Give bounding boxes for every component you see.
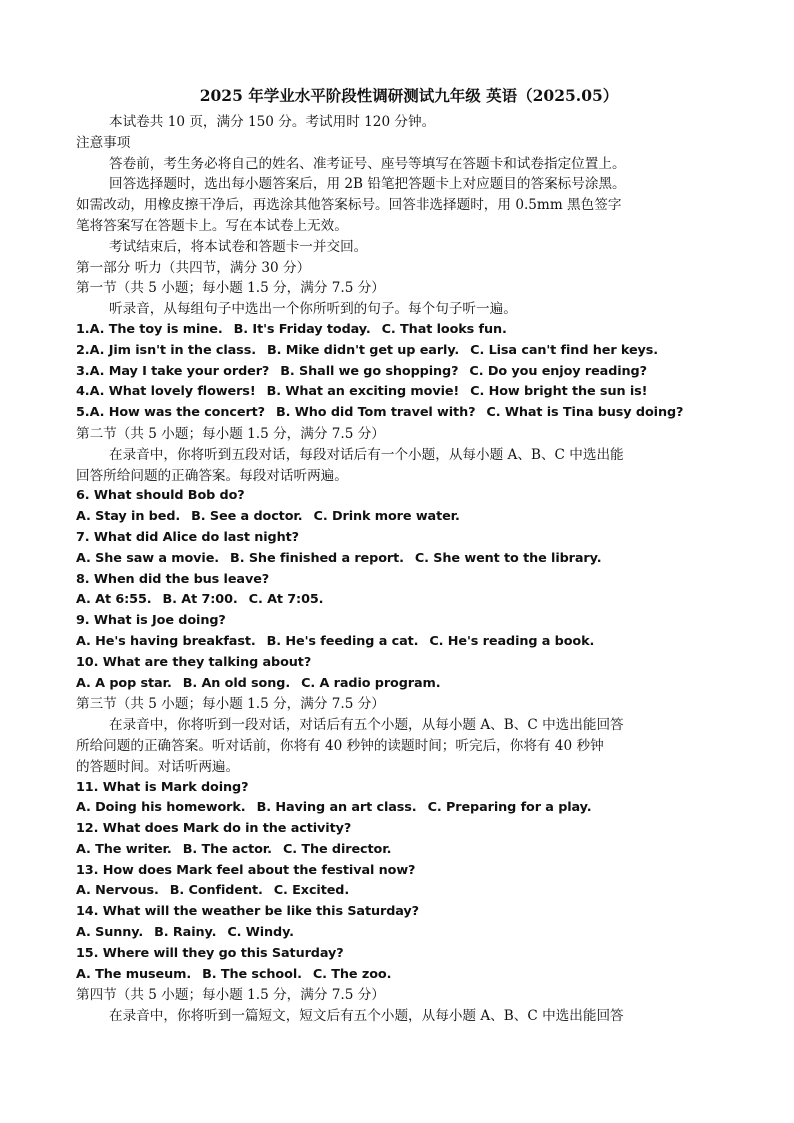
answer-option: B. Who did Tom travel with? <box>276 405 476 421</box>
options-row <box>76 798 724 819</box>
answer-option: B. She finished a report. <box>230 550 404 566</box>
section-heading: 第二节（共 5 小题；每小题 1.5 分，满分 7.5 分） <box>76 425 385 442</box>
answer-option: B. Shall we go shopping? <box>280 363 459 379</box>
exam-page <box>76 84 724 1027</box>
answer-option: B. The school. <box>202 966 302 982</box>
answer-option: 2.A. Jim isn't in the class. <box>76 342 256 358</box>
answer-option: B. An old song. <box>182 675 291 691</box>
notice-line: 回答选择题时，选出每小题答案后，用 2B 铅笔把答题卡上对应题目的答案标号涂黑。 <box>109 176 626 193</box>
answer-option: C. What is Tina busy doing? <box>486 405 684 421</box>
options-row <box>76 674 724 695</box>
options-row <box>76 840 724 861</box>
answer-option: C. That looks fun. <box>381 321 507 337</box>
options-row <box>76 341 724 362</box>
options-row <box>76 965 724 986</box>
section-instructions: 在录音中，你将听到一篇短文，短文后有五个小题，从每小题 A、B、C 中选出能回答 <box>109 1008 624 1025</box>
answer-option: A. The writer. <box>76 841 172 857</box>
exam-title: 2025 年学业水平阶段性调研测试九年级 英语（2025.05） <box>199 86 619 105</box>
section-heading: 第三节（共 5 小题；每小题 1.5 分，满分 7.5 分） <box>76 696 385 713</box>
answer-option: 3.A. May I take your order? <box>76 363 270 379</box>
question-stem: 11. What is Mark doing? <box>76 779 249 795</box>
question-stem: 7. What did Alice do last night? <box>76 529 299 545</box>
answer-option: B. Confident. <box>169 883 263 899</box>
answer-option: A. He's having breakfast. <box>76 633 256 649</box>
question-stem: 8. When did the bus leave? <box>76 571 270 587</box>
question-stem: 6. What should Bob do? <box>76 488 245 504</box>
answer-option: A. At 6:55. <box>76 592 152 608</box>
options-row <box>76 362 724 383</box>
answer-option: B. It's Friday today. <box>233 321 371 337</box>
notice-line: 如需改动，用橡皮擦干净后，再选涂其他答案标号。回答非选择题时，用 0.5mm 黑色签字 <box>76 197 622 214</box>
answer-option: B. He's feeding a cat. <box>266 633 419 649</box>
section-instructions: 回答所给问题的正确答案。每段对话听两遍。 <box>76 467 348 484</box>
answer-option: 5.A. How was the concert? <box>76 405 265 421</box>
answer-option: C. Windy. <box>227 925 294 941</box>
answer-option: 4.A. What lovely flowers! <box>76 384 256 400</box>
answer-option: C. She went to the library. <box>414 550 602 566</box>
notice-line: 考试结束后，将本试卷和答题卡一并交回。 <box>109 238 368 255</box>
notice-line: 笔将答案写在答题卡上。写在本试卷上无效。 <box>76 217 348 234</box>
part-heading: 第一部分 听力（共四节，满分 30 分） <box>76 259 311 276</box>
answer-option: A. Sunny. <box>76 925 144 941</box>
options-row <box>76 403 724 424</box>
section <box>76 424 724 694</box>
answer-option: C. How bright the sun is! <box>470 384 648 400</box>
options-row <box>76 507 724 528</box>
question-stem: 12. What does Mark do in the activity? <box>76 821 352 837</box>
question-stem: 10. What are they talking about? <box>76 654 312 670</box>
answer-option: A. The museum. <box>76 966 192 982</box>
answer-option: B. What an exciting movie! <box>266 384 460 400</box>
answer-option: C. Excited. <box>273 883 350 899</box>
section-heading: 第四节（共 5 小题；每小题 1.5 分，满分 7.5 分） <box>76 987 385 1004</box>
listening-sections <box>76 278 724 1027</box>
answer-option: C. Lisa can't find her keys. <box>470 342 659 358</box>
section <box>76 278 724 424</box>
answer-option: B. Mike didn't get up early. <box>266 342 460 358</box>
section-instructions: 在录音中，你将听到一段对话，对话后有五个小题，从每小题 A、B、C 中选出能回答 <box>109 717 624 734</box>
options-row <box>76 549 724 570</box>
answer-option: A. A pop star. <box>76 675 172 691</box>
question-stem: 15. Where will they go this Saturday? <box>76 945 344 961</box>
answer-option: B. The actor. <box>182 841 272 857</box>
answer-option: A. Stay in bed. <box>76 509 181 525</box>
section-heading: 第一节（共 5 小题；每小题 1.5 分，满分 7.5 分） <box>76 280 385 297</box>
answer-option: B. See a doctor. <box>191 509 303 525</box>
answer-option: B. At 7:00. <box>162 592 238 608</box>
intro-line: 本试卷共 10 页，满分 150 分。考试用时 120 分钟。 <box>109 114 436 130</box>
notice-heading: 注意事项 <box>76 134 131 151</box>
answer-option: C. Preparing for a play. <box>427 800 592 816</box>
section <box>76 694 724 985</box>
answer-option: A. Doing his homework. <box>76 800 246 816</box>
question-stem: 14. What will the weather be like this Saturday? <box>76 904 419 920</box>
answer-option: C. The zoo. <box>312 966 392 982</box>
section-instructions: 听录音，从每组句子中选出一个你所听到的句子。每个句子听一遍。 <box>109 301 517 318</box>
options-row <box>76 382 724 403</box>
options-row <box>76 923 724 944</box>
answer-option: B. Rainy. <box>154 925 217 941</box>
answer-option: C. Do you enjoy reading? <box>469 363 647 379</box>
question-stem: 13. How does Mark feel about the festival now? <box>76 862 416 878</box>
question-stem: 9. What is Joe doing? <box>76 613 226 629</box>
answer-option: A. Nervous. <box>76 883 159 899</box>
answer-option: B. Having an art class. <box>256 800 417 816</box>
notice-line: 答卷前，考生务必将自己的姓名、准考证号、座号等填写在答题卡和试卷指定位置上。 <box>109 155 626 172</box>
answer-option: C. Drink more water. <box>313 509 460 525</box>
options-row <box>76 881 724 902</box>
answer-option: C. A radio program. <box>301 675 441 691</box>
answer-option: C. The director. <box>282 841 392 857</box>
answer-option: C. He's reading a book. <box>429 633 595 649</box>
section-instructions: 的答题时间。对话听两遍。 <box>76 758 240 775</box>
answer-option: 1.A. The toy is mine. <box>76 321 223 337</box>
section <box>76 985 724 1027</box>
answer-option: C. At 7:05. <box>248 592 324 608</box>
options-row <box>76 632 724 653</box>
section-instructions: 所给问题的正确答案。听对话前，你将有 40 秒钟的读题时间；听完后，你将有 40 秒钟 <box>76 737 604 754</box>
answer-option: A. She saw a movie. <box>76 550 220 566</box>
options-row <box>76 590 724 611</box>
options-row <box>76 320 724 341</box>
section-instructions: 在录音中，你将听到五段对话，每段对话后有一个小题，从每小题 A、B、C 中选出能 <box>109 446 624 463</box>
